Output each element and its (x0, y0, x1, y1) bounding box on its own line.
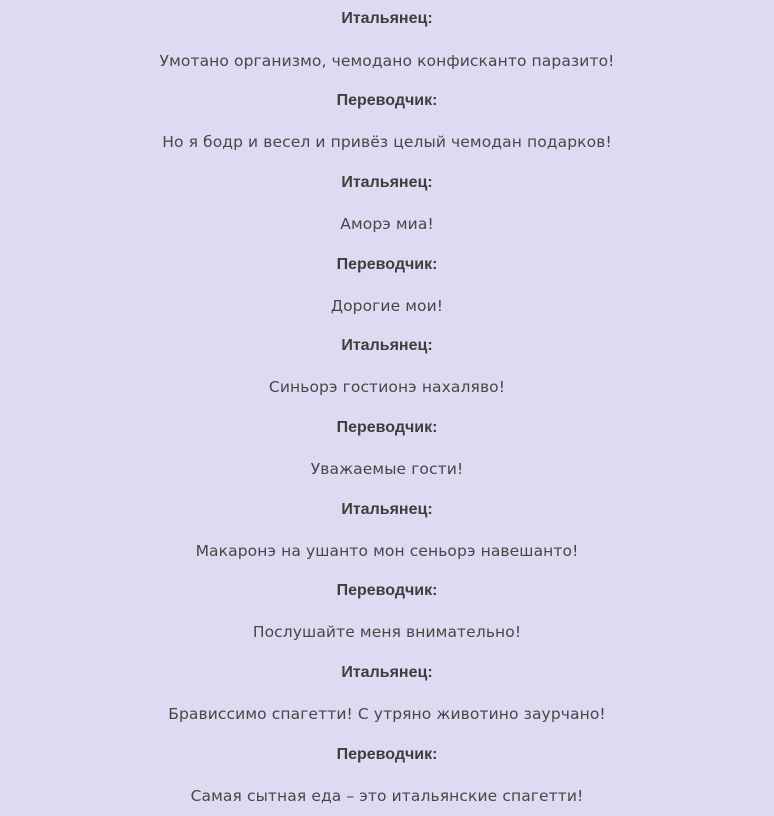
speaker-label: Итальянец: (341, 664, 433, 681)
dialogue-line: Брависсимо спагетти! С утряно животино заурчано! (168, 705, 606, 723)
speaker-label: Переводчик: (336, 419, 438, 436)
dialogue-line: Макаронэ на ушанто мон сеньорэ навешанто! (195, 542, 579, 560)
dialogue-line: Послушайте меня внимательно! (252, 623, 522, 641)
dialogue-line: Но я бодр и весел и привёз целый чемодан подарков! (162, 133, 612, 151)
speaker-label: Итальянец: (341, 501, 433, 518)
speaker-label: Переводчик: (336, 582, 438, 599)
speaker-label: Переводчик: (336, 256, 438, 273)
speaker-label: Переводчик: (336, 746, 438, 763)
dialogue-line: Уважаемые гости! (310, 460, 464, 478)
speaker-label: Итальянец: (341, 337, 433, 354)
dialogue-line: Синьорэ гостионэ нахаляво! (268, 378, 506, 396)
speaker-label: Итальянец: (341, 174, 433, 191)
dialogue-line: Умотано организмо, чемодано конфисканто паразито! (159, 52, 615, 70)
dialogue-line: Дорогие мои! (330, 297, 444, 315)
dialogue-line: Самая сытная еда – это итальянские спагетти! (190, 787, 584, 805)
speaker-label: Переводчик: (336, 92, 438, 109)
dialogue-line: Аморэ миа! (340, 215, 434, 233)
speaker-label: Итальянец: (341, 10, 433, 27)
